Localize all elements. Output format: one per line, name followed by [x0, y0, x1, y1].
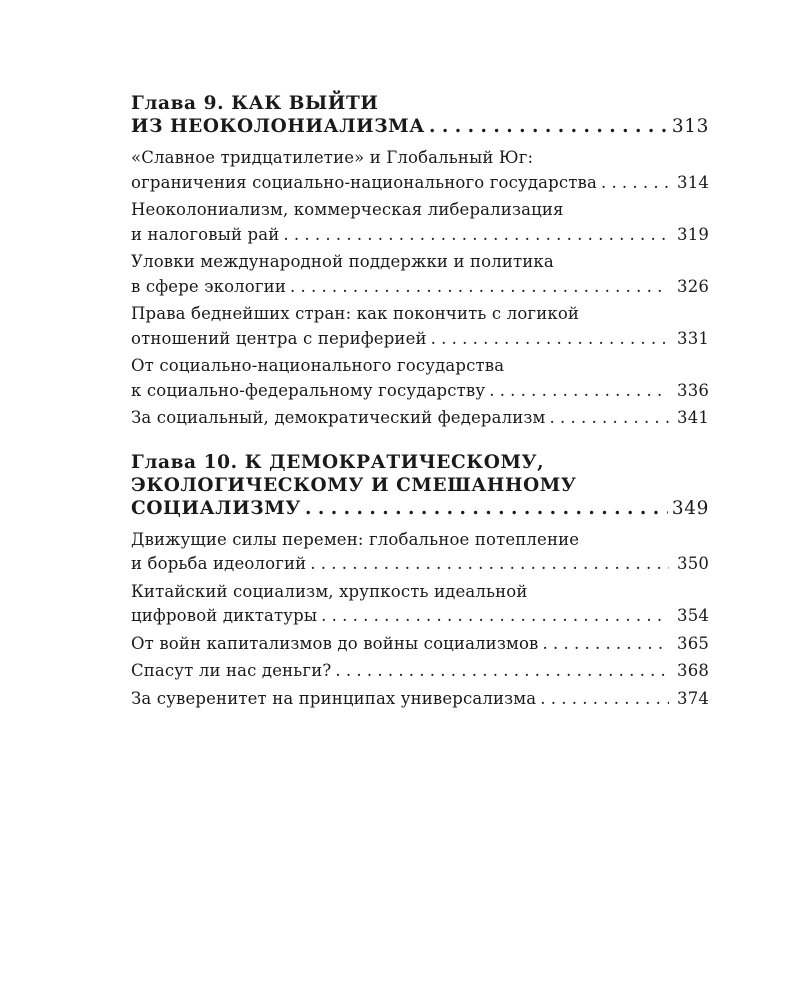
dot-leader	[290, 275, 669, 300]
dot-leader	[550, 406, 669, 431]
toc-entry	[131, 146, 709, 195]
dot-leader	[310, 552, 669, 577]
entry-line: цифровой диктатуры	[131, 606, 318, 625]
entry-line: За суверенитет на принципах универсализма	[131, 688, 537, 708]
entry-line: и налоговый рай	[131, 224, 280, 244]
page-number: 314	[677, 172, 709, 192]
page-number: 313	[671, 116, 709, 137]
toc-entry	[131, 250, 709, 299]
page-number: 341	[677, 408, 709, 427]
dot-leader	[283, 223, 669, 248]
page-number: 319	[677, 224, 709, 244]
toc-entry	[131, 406, 709, 431]
dot-leader	[540, 687, 669, 712]
entry-line: За социальный, демократический федерализм	[131, 408, 546, 427]
chapter-title-line: Глава 10. К ДЕМОКРАТИЧЕСКОМУ,	[131, 451, 545, 473]
entry-line: «Славное тридцатилетие» и Глобальный Юг:	[131, 148, 534, 167]
entry-line: Уловки международной поддержки и политика	[131, 252, 554, 271]
page-number: 326	[677, 276, 709, 296]
dot-leader	[305, 497, 668, 520]
page-number: 365	[677, 633, 709, 653]
entry-line: ограничения социально-национального государства	[131, 172, 597, 192]
entry-line: Спасут ли нас деньги?	[131, 661, 332, 680]
toc-entry	[131, 580, 709, 629]
toc-entry	[131, 302, 709, 351]
dot-leader	[543, 632, 670, 657]
dot-leader	[431, 327, 669, 352]
toc-entry	[131, 659, 709, 684]
chapter-title-line: СОЦИАЛИЗМУ	[131, 497, 301, 519]
dot-leader	[335, 659, 669, 684]
entry-line: Движущие силы перемен: глобальное потепление	[131, 529, 580, 549]
page-number: 349	[671, 497, 709, 519]
page-number: 354	[677, 606, 709, 625]
chapter-title-line: Глава 9. КАК ВЫЙТИ	[131, 93, 379, 114]
entry-line: Права беднейших стран: как покончить с логикой	[131, 304, 580, 323]
entry-line: Неоколониализм, коммерческая либерализация	[131, 200, 564, 219]
chapter-10	[131, 451, 709, 712]
page-number: 374	[677, 688, 709, 708]
table-of-contents	[131, 92, 709, 729]
toc-entry	[131, 687, 709, 712]
toc-entry	[131, 354, 709, 403]
chapter-title-line: ЭКОЛОГИЧЕСКОМУ И СМЕШАННОМУ	[131, 474, 577, 496]
chapter-heading	[131, 92, 709, 138]
page-number: 336	[677, 380, 709, 400]
dot-leader	[489, 379, 669, 404]
dot-leader	[601, 171, 669, 196]
entry-line: От войн капитализмов до войны социализмов	[131, 633, 539, 653]
entry-line: к социально-федеральному государству	[131, 380, 486, 400]
dot-leader	[321, 604, 669, 629]
entry-line: в сфере экологии	[131, 276, 286, 296]
chapter-title-line: ИЗ НЕОКОЛОНИАЛИЗМА	[131, 116, 425, 137]
toc-entry	[131, 632, 709, 657]
toc-entry	[131, 528, 709, 577]
chapter-heading	[131, 451, 709, 520]
dot-leader	[429, 115, 668, 138]
page-number: 331	[677, 328, 709, 348]
entry-line: и борьба идеологий	[131, 554, 307, 573]
chapter-9	[131, 92, 709, 431]
entry-line: отношений центра с периферией	[131, 328, 427, 348]
toc-entry	[131, 198, 709, 247]
entry-line: От социально-национального государства	[131, 356, 505, 375]
entry-line: Китайский социализм, хрупкость идеальной	[131, 581, 528, 601]
page-number: 350	[677, 554, 709, 573]
page-number: 368	[677, 661, 709, 680]
